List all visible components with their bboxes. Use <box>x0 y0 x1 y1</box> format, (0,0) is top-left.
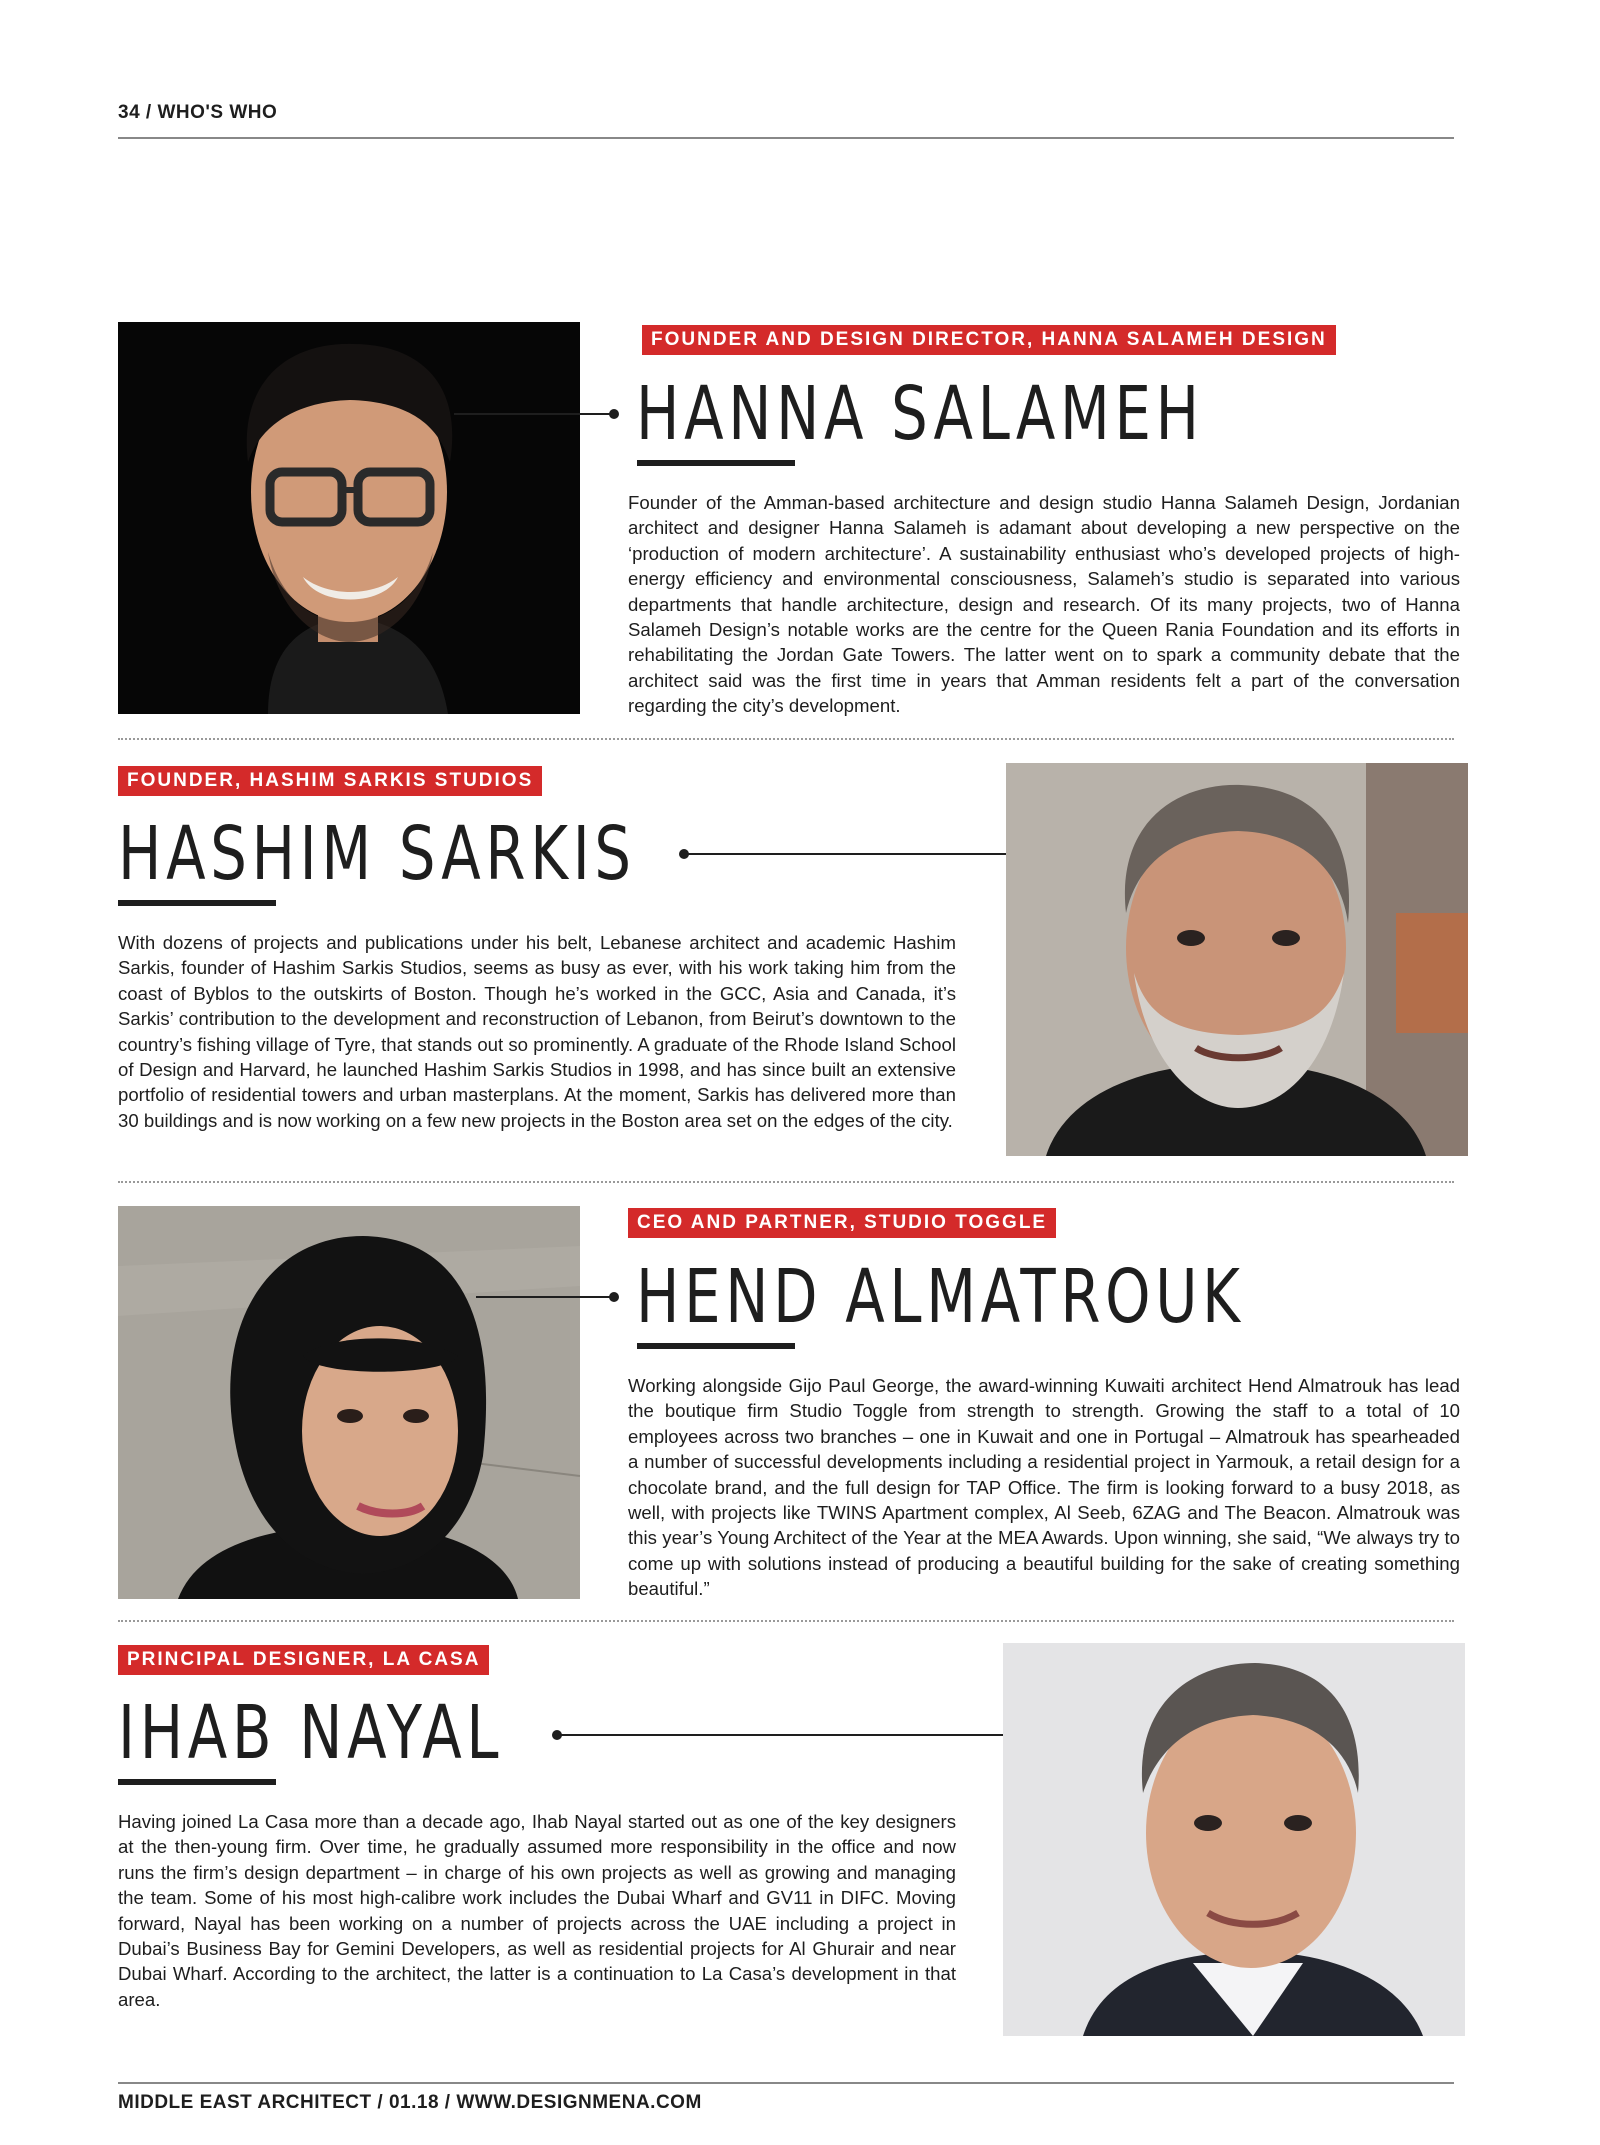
name-underbar <box>637 1343 795 1349</box>
role-badge: FOUNDER, HASHIM SARKIS STUDIOS <box>118 766 542 796</box>
role-badge: FOUNDER AND DESIGN DIRECTOR, HANNA SALAMEH DESIGN <box>642 325 1336 355</box>
portrait-photo <box>1006 763 1468 1156</box>
portrait-photo <box>118 322 580 714</box>
person-name: HANNA SALAMEH <box>636 371 1204 457</box>
portrait-photo <box>1003 1643 1465 2036</box>
header-rule <box>118 137 1454 139</box>
role-badge: PRINCIPAL DESIGNER, LA CASA <box>118 1645 489 1675</box>
page-footer: MIDDLE EAST ARCHITECT / 01.18 / WWW.DESIGNMENA.COM <box>118 2092 702 2113</box>
name-underbar <box>637 460 795 466</box>
portrait-photo <box>118 1206 580 1599</box>
section-divider <box>118 738 1454 740</box>
section-divider <box>118 1620 1454 1622</box>
person-name: IHAB NAYAL <box>118 1690 504 1776</box>
connector-line <box>476 1296 614 1298</box>
section-divider <box>118 1181 1454 1183</box>
section-header: 34 / WHO'S WHO <box>118 102 278 123</box>
name-underbar <box>118 1779 276 1785</box>
role-badge: CEO AND PARTNER, STUDIO TOGGLE <box>628 1208 1056 1238</box>
person-name: HASHIM SARKIS <box>118 811 636 897</box>
person-name: HEND ALMATROUK <box>636 1254 1245 1340</box>
bio-text: With dozens of projects and publications under his belt, Lebanese architect and academic Hashim Sarkis, founder of Hashim Sarkis Studios, seems as busy as ever, with his work taking him from the coast of Byblos to the outskirts of Boston. Though he’s worked in the GCC, Asia and Canada, it’s Sarkis’ contribution to the development and reconstruction of Lebanon, from Beirut’s downtown to the country’s fishing village of Tyre, that stands out so prominently. A graduate of the Rhode Island School of Design and Harvard, he launched Hashim Sarkis Studios in 1998, and has since built an extensive portfolio of residential towers and urban masterplans. At the moment, Sarkis has delivered more than 30 buildings and is now working on a few new projects in the Boston area set on the edges of the city. <box>118 932 956 1131</box>
connector-dot <box>609 409 619 419</box>
connector-line <box>684 853 1030 855</box>
bio-text: Having joined La Casa more than a decade ago, Ihab Nayal started out as one of the key designers at the then-young firm. Over time, he gradually assumed more responsibility in the office and now runs the firm’s design department – in charge of his own projects as well as growing and managing the team. Some of his most high-calibre work includes the Dubai Wharf and GV11 in DIFC. Moving forward, Nayal has been working on a number of projects across the UAE including a project in Dubai’s Business Bay for Gemini Developers, as well as residential projects for Al Ghurair and near Dubai Wharf. According to the architect, the latter is a continuation to La Casa’s development in that area. <box>118 1811 956 2010</box>
footer-rule <box>118 2082 1454 2084</box>
bio-text: Working alongside Gijo Paul George, the award-winning Kuwaiti architect Hend Almatrouk has lead the boutique firm Studio Toggle from strength to strength. Growing the staff to a total of 10 employees across two branches – one in Kuwait and one in Portugal – Almatrouk has spearheaded a number of successful developments including a residential project in Yarmouk, a retail design for a chocolate brand, and the full design for TAP Office. The firm is looking forward to a busy 2018, as well, with projects like TWINS Apartment complex, Al Seeb, 6ZAG and The Beacon. Almatrouk was this year’s Young Architect of the Year at the MEA Awards. Upon winning, she said, “We always try to come up with solutions instead of producing a beautiful building for the sake of creating something beautiful.” <box>628 1375 1460 1600</box>
connector-dot <box>609 1292 619 1302</box>
connector-line <box>557 1734 1030 1736</box>
name-underbar <box>118 900 276 906</box>
bio-text: Founder of the Amman-based architecture and design studio Hanna Salameh Design, Jordanian architect and designer Hanna Salameh is adamant about developing a new perspective on the ‘production of modern architecture’. A sustainability enthusiast who’s developed projects of high-energy efficiency and environmental consciousness, Salameh’s studio is separated into various departments that handle architecture, design and research. Of its many projects, two of Hanna Salameh Design’s notable works are the centre for the Queen Rania Foundation and its efforts in rehabilitating the Jordan Gate Towers. The latter went on to spark a community debate that the architect said was the first time in years that Amman residents felt a part of the conversation regarding the city’s development. <box>628 492 1460 717</box>
connector-line <box>454 413 614 415</box>
